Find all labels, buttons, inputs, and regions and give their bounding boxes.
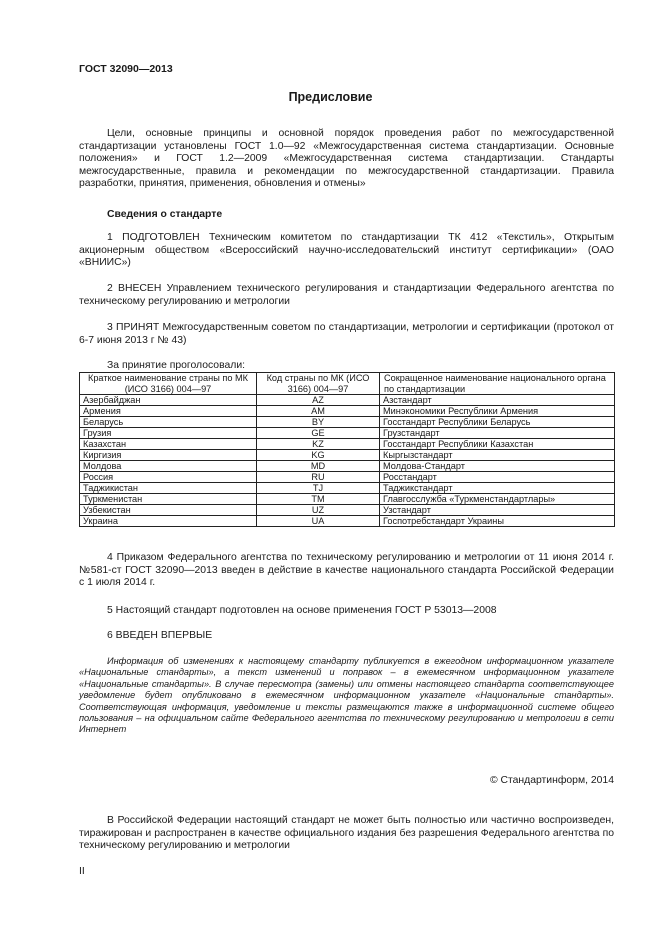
- cell-body: Молдова-Стандарт: [380, 461, 615, 472]
- cell-code: TM: [257, 494, 380, 505]
- item-3: 3 ПРИНЯТ Межгосударственным советом по стандартизации, метрологии и сертификации (протокол от 6-7 июня 2013 г № 43): [79, 322, 614, 346]
- cell-country: Молдова: [80, 461, 257, 472]
- item-2: 2 ВНЕСЕН Управлением технического регулирования и стандартизации Федерального агентства по техническому регулированию и метрологии: [79, 283, 614, 307]
- copyright: © Стандартинформ, 2014: [489, 775, 614, 786]
- item-5: 5 Настоящий стандарт подготовлен на основе применения ГОСТ Р 53013—2008: [107, 605, 497, 616]
- cell-body: Росстандарт: [380, 472, 615, 483]
- doc-code: ГОСТ 32090—2013: [79, 63, 173, 75]
- cell-country: Казахстан: [80, 439, 257, 450]
- table-row: [80, 417, 615, 428]
- col-header-body: Сокращенное наименование национального органа по стандартизации: [380, 373, 615, 395]
- cell-code: MD: [257, 461, 380, 472]
- cell-code: AZ: [257, 395, 380, 406]
- cell-body: Главгосслужба «Туркменстандартлары»: [380, 494, 615, 505]
- table-row: [80, 516, 615, 527]
- cell-country: Узбекистан: [80, 505, 257, 516]
- cell-body: Минэкономики Республики Армения: [380, 406, 615, 417]
- page-title: Предисловие: [288, 90, 373, 104]
- info-heading: Сведения о стандарте: [107, 209, 223, 220]
- col-header-country: Краткое наименование страны по МК (ИСО 3166) 004—97: [80, 373, 257, 395]
- cell-code: TJ: [257, 483, 380, 494]
- item-6: 6 ВВЕДЕН ВПЕРВЫЕ: [107, 630, 213, 641]
- cell-country: Украина: [80, 516, 257, 527]
- table-row: [80, 483, 615, 494]
- cell-code: BY: [257, 417, 380, 428]
- cell-code: GE: [257, 428, 380, 439]
- table-row: [80, 428, 615, 439]
- item-4: 4 Приказом Федерального агентства по техническому регулированию и метрологии от 11 июня 2014 г. №581-ст ГОСТ 32090—2013 введен в действие в качестве национального стандарта Российской Федерации с 1 июля 2014 г.: [79, 552, 614, 589]
- cell-code: RU: [257, 472, 380, 483]
- table-row: [80, 395, 615, 406]
- amendment-notice: Информация об изменениях к настоящему стандарту публикуется в ежегодном информационном указателе «Национальные стандарты», а текст изменений и поправок – в ежемесячном информационном указателе «Национальные стандарты». В случае пересмотра (замены) или отмены настоящего стандарта соответствующее уведомление будет опубликовано в ежемесячном информационном указателе «Национальные стандарты». Соответствующая информация, уведомление и тексты размещаются также в информационной системе общего пользования – на официальном сайте Федерального агентства по техническому регулированию и метрологии в сети Интернет: [79, 656, 614, 735]
- cell-country: Туркменистан: [80, 494, 257, 505]
- intro-paragraph: Цели, основные принципы и основной порядок проведения работ по межгосударственной стандартизации установлены ГОСТ 1.0—92 «Межгосударственная система стандартизации. Основные положения» и ГОСТ 1.2—2009 «Межгосударственная система стандартизации. Стандарты межгосударственные, правила и рекомендации по межгосударственной стандартизации. Правила разработки, принятия, применения, обновления и отмены»: [79, 128, 614, 190]
- cell-code: AM: [257, 406, 380, 417]
- page-number: II: [79, 866, 85, 877]
- cell-code: UZ: [257, 505, 380, 516]
- cell-country: Азербайджан: [80, 395, 257, 406]
- vote-label: За принятие проголосовали:: [107, 360, 246, 371]
- cell-body: Таджикстандарт: [380, 483, 615, 494]
- cell-country: Киргизия: [80, 450, 257, 461]
- col-header-code: Код страны по МК (ИСО 3166) 004—97: [257, 373, 380, 395]
- cell-country: Грузия: [80, 428, 257, 439]
- cell-body: Госстандарт Республики Беларусь: [380, 417, 615, 428]
- members-table: [79, 372, 615, 527]
- table-row: [80, 450, 615, 461]
- cell-country: Таджикистан: [80, 483, 257, 494]
- table-header-row: [80, 373, 615, 395]
- cell-country: Беларусь: [80, 417, 257, 428]
- cell-body: Госстандарт Республики Казахстан: [380, 439, 615, 450]
- table-row: [80, 439, 615, 450]
- cell-body: Узстандарт: [380, 505, 615, 516]
- cell-code: KZ: [257, 439, 380, 450]
- cell-body: Грузстандарт: [380, 428, 615, 439]
- item-1: 1 ПОДГОТОВЛЕН Техническим комитетом по стандартизации ТК 412 «Текстиль», Открытым акционерным обществом «Всероссийский научно-исследовательский институт сертификации» (ОАО «ВНИИС»): [79, 232, 614, 269]
- cell-country: Армения: [80, 406, 257, 417]
- cell-code: UA: [257, 516, 380, 527]
- cell-body: Госпотребстандарт Украины: [380, 516, 615, 527]
- cell-code: KG: [257, 450, 380, 461]
- cell-body: Кыргызстандарт: [380, 450, 615, 461]
- table-row: [80, 461, 615, 472]
- table-row: [80, 505, 615, 516]
- table-row: [80, 472, 615, 483]
- cell-country: Россия: [80, 472, 257, 483]
- table-row: [80, 406, 615, 417]
- table-row: [80, 494, 615, 505]
- rights-paragraph: В Российской Федерации настоящий стандарт не может быть полностью или частично воспроизведен, тиражирован и распространен в качестве официального издания без разрешения Федерального агентства по техническому регулированию и метрологии: [79, 815, 614, 852]
- cell-body: Азстандарт: [380, 395, 615, 406]
